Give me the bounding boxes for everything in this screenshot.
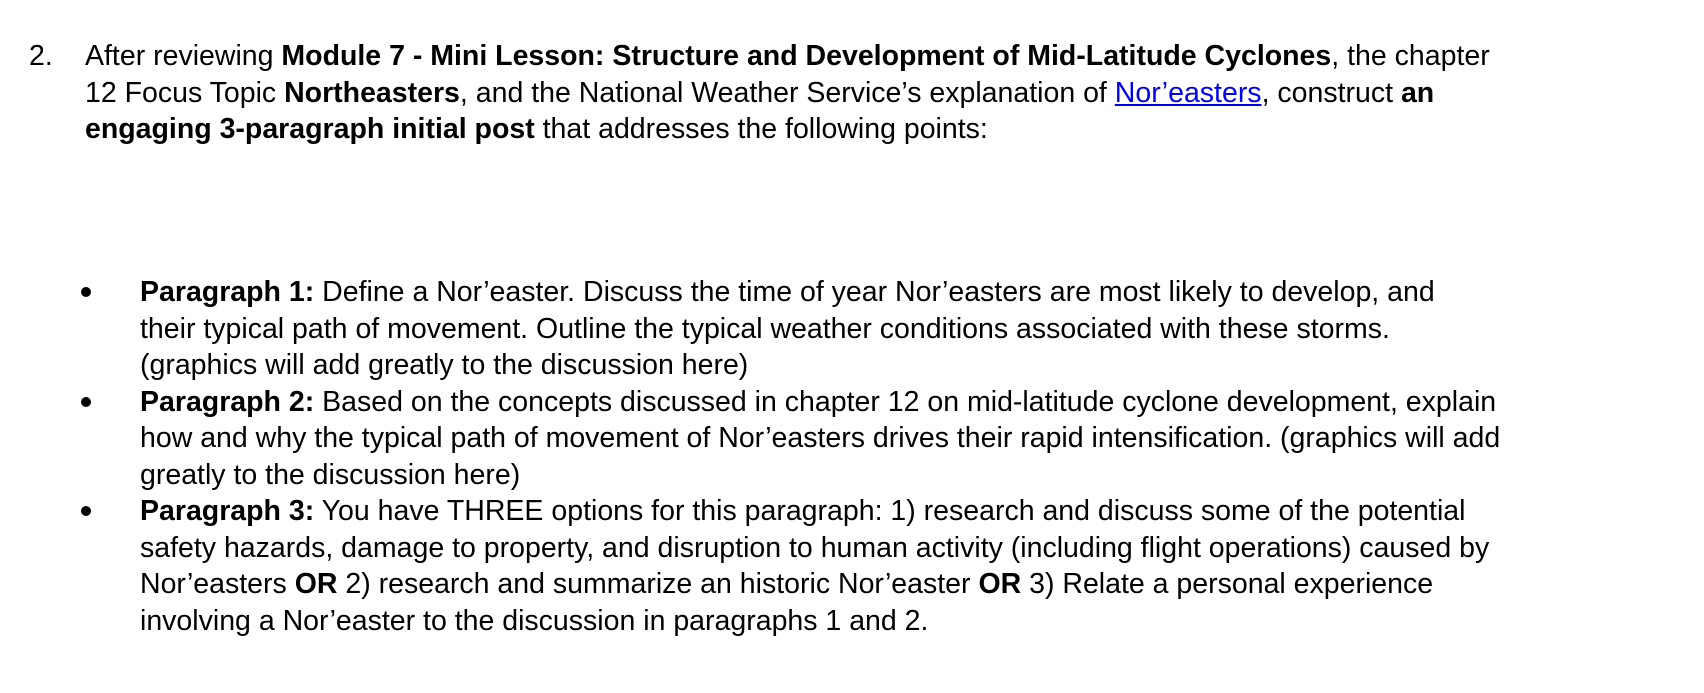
bullet-icon xyxy=(81,287,91,297)
emphasis-text: an xyxy=(1400,76,1435,109)
bullet-line: (graphics will add greatly to the discussion here) xyxy=(140,349,749,381)
bullet-line: greatly to the discussion here) xyxy=(140,458,521,491)
or-emphasis: OR xyxy=(294,568,338,600)
intro-text: 12 Focus Topic xyxy=(85,76,285,109)
bullet-text xyxy=(140,274,1704,384)
bullet-line: their typical path of movement. Outline the typical weather conditions associated with these storms. xyxy=(140,312,1390,345)
intro-line-2 xyxy=(85,75,1685,112)
bullet-label: Paragraph 3: xyxy=(140,495,315,527)
bullet-item-paragraph-1 xyxy=(0,274,1704,384)
intro-line-3 xyxy=(85,111,1685,148)
bullet-icon xyxy=(81,397,91,407)
focus-topic: Northeasters xyxy=(284,76,460,109)
bullet-item-paragraph-3 xyxy=(0,493,1704,639)
bullet-line-text: You have THREE options for this paragraph: 1) research and discuss some of the potential xyxy=(314,495,1466,527)
bullet-line xyxy=(140,274,1704,311)
intro-line-1 xyxy=(85,38,1685,75)
intro-text: , the chapter xyxy=(1331,40,1490,72)
bullet-item-paragraph-2 xyxy=(0,384,1704,494)
bullet-line xyxy=(140,566,1704,603)
bullet-line-text: 2) research and summarize an historic Nor’easter xyxy=(337,568,979,600)
intro-text: , construct xyxy=(1261,76,1401,109)
module-title: Module 7 - Mini Lesson: Structure and Development of Mid-Latitude Cyclones xyxy=(281,40,1332,72)
bullet-line-text: 3) Relate a personal experience xyxy=(1021,568,1434,600)
intro-text: that addresses the following points: xyxy=(534,113,988,145)
bullet-line: safety hazards, damage to property, and disruption to human activity (including flight operations) caused by xyxy=(140,531,1490,564)
bullet-text xyxy=(140,384,1704,494)
bullet-list xyxy=(0,274,1704,639)
bullet-text xyxy=(140,493,1704,639)
bullet-icon xyxy=(81,506,91,516)
bullet-label: Paragraph 2: xyxy=(140,385,315,418)
emphasis-text: engaging 3-paragraph initial post xyxy=(85,113,535,145)
bullet-line xyxy=(140,384,1704,421)
or-emphasis: OR xyxy=(978,568,1022,600)
bullet-line-text: Based on the concepts discussed in chapter 12 on mid-latitude cyclone development, explain xyxy=(314,385,1497,418)
intro-text: After reviewing xyxy=(85,40,282,72)
bullet-label: Paragraph 1: xyxy=(140,276,315,308)
intro-paragraph xyxy=(85,38,1685,148)
item-number: 2. xyxy=(29,40,53,72)
noreasters-link[interactable]: Nor’easters xyxy=(1114,76,1262,109)
intro-text: , and the National Weather Service’s explanation of xyxy=(459,76,1115,109)
bullet-line xyxy=(140,493,1704,530)
bullet-line: involving a Nor’easter to the discussion in paragraphs 1 and 2. xyxy=(140,604,929,637)
bullet-line-text: Nor’easters xyxy=(140,568,295,600)
bullet-line-text: Define a Nor’easter. Discuss the time of year Nor’easters are most likely to develop, and xyxy=(314,276,1435,308)
item-body xyxy=(85,38,1685,148)
bullet-line: how and why the typical path of movement of Nor’easters drives their rapid intensification. (graphics will add xyxy=(140,422,1501,454)
